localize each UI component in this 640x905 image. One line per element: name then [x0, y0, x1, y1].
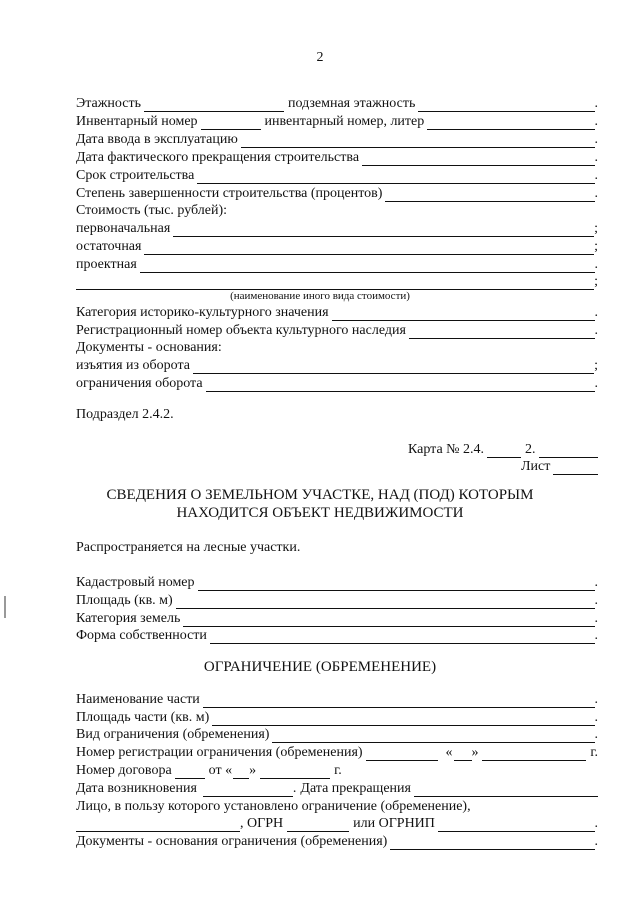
start-date-label: Дата возникновения — [76, 781, 197, 796]
ogrn-field[interactable] — [287, 818, 349, 832]
land-category-field[interactable] — [183, 613, 594, 627]
sheet-row — [521, 458, 598, 475]
stop-label: Дата фактического прекращения строительства — [76, 150, 360, 165]
reg-number-label: Номер регистрации ограничения (обременения) — [76, 745, 363, 760]
subsection-title: Подраздел 2.4.2. — [76, 407, 174, 422]
land-category-label: Категория земель — [76, 611, 181, 626]
end-date-field[interactable] — [414, 783, 598, 797]
degree-label: Степень завершенности строительства (процентов) — [76, 186, 383, 201]
sheet-label: Лист — [521, 459, 551, 474]
person-name-field[interactable] — [76, 818, 240, 832]
card-sep: 2. — [525, 442, 536, 457]
docs-row: Документы - основания ограничения (обременения) . — [76, 834, 598, 849]
restriction-type-row: Вид ограничения (обременения) . — [76, 727, 598, 742]
area-field[interactable] — [176, 595, 595, 609]
cadastral-field[interactable] — [198, 577, 595, 591]
term-field[interactable] — [197, 170, 594, 184]
ownership-row: Форма собственности . — [76, 628, 598, 643]
ogrn-label: ОГРН — [247, 816, 284, 831]
inventory-liter-field[interactable] — [427, 116, 594, 130]
other-cost-field[interactable] — [76, 276, 594, 290]
commission-row: Дата ввода в эксплуатацию . — [76, 132, 598, 147]
inventory-label: Инвентарный номер — [76, 114, 198, 129]
card-row — [408, 441, 598, 458]
withdrawal-field[interactable] — [193, 360, 594, 374]
ownership-field[interactable] — [210, 630, 595, 644]
commission-label: Дата ввода в эксплуатацию — [76, 132, 238, 147]
dates-row: Дата возникновения . Дата прекращения — [76, 780, 598, 797]
restriction-turnover-row: ограничения оборота . — [76, 376, 598, 391]
heritage-category-row: Категория историко-культурного значения . — [76, 305, 598, 320]
end-date-label: Дата прекращения — [300, 781, 411, 796]
contract-month-year-field[interactable] — [260, 765, 330, 779]
term-row: Срок строительства . — [76, 168, 598, 183]
area-row: Площадь (кв. м) . — [76, 593, 598, 608]
land-section-title-line2: НАХОДИТСЯ ОБЪЕКТ НЕДВИЖИМОСТИ — [176, 505, 464, 521]
contract-from-label: от « — [208, 763, 233, 778]
design-cost-field[interactable] — [140, 259, 595, 273]
initial-cost-row: первоначальная ; — [76, 221, 598, 236]
contract-row: Номер договора от « » г. — [76, 763, 342, 778]
term-label: Срок строительства — [76, 168, 195, 183]
contract-day-field[interactable] — [233, 765, 249, 779]
other-cost-caption: (наименование иного вида стоимости) — [230, 290, 410, 302]
contract-number-field[interactable] — [175, 765, 205, 779]
person-details-row: , ОГРН или ОГРНИП . — [76, 815, 598, 832]
sheet-field[interactable] — [553, 461, 598, 475]
card-subnumber-field[interactable] — [539, 444, 598, 458]
contract-label: Номер договора — [76, 763, 172, 778]
person-row — [76, 798, 598, 815]
initial-cost-label: первоначальная — [76, 221, 171, 236]
inventory-liter-label: инвентарный номер, литер — [264, 114, 425, 129]
area-label: Площадь (кв. м) — [76, 593, 173, 608]
withdrawal-label: изъятия из оборота — [76, 358, 190, 373]
underground-field[interactable] — [418, 98, 594, 112]
reg-number-field[interactable] — [366, 747, 438, 761]
withdrawal-row: изъятия из оборота ; — [76, 358, 598, 373]
inventory-row: Инвентарный номер инвентарный номер, литер . — [76, 114, 598, 129]
part-name-row: Наименование части . — [76, 692, 598, 707]
page-number: 2 — [316, 50, 324, 65]
cost-label: Стоимость (тыс. рублей): — [76, 203, 228, 218]
ogrnip-field[interactable] — [438, 818, 595, 832]
card-label: Карта № 2.4. — [408, 442, 485, 457]
floors-label: Этажность — [76, 96, 141, 111]
residual-cost-field[interactable] — [144, 241, 594, 255]
reg-number-row: Номер регистрации ограничения (обременения) « » г. — [76, 745, 598, 760]
residual-cost-row: остаточная ; — [76, 239, 598, 254]
heritage-category-field[interactable] — [332, 307, 595, 321]
ownership-label: Форма собственности — [76, 628, 207, 643]
ogrnip-label: или ОГРНИП — [353, 816, 435, 831]
heritage-reg-field[interactable] — [409, 325, 595, 339]
documents-label: Документы - основания: — [76, 340, 222, 355]
stop-row: Дата фактического прекращения строительства . — [76, 150, 598, 165]
design-cost-label: проектная — [76, 257, 137, 272]
reg-month-year-field[interactable] — [482, 747, 587, 761]
floors-field[interactable] — [144, 98, 284, 112]
land-category-row: Категория земель . — [76, 611, 598, 626]
heritage-reg-row: Регистрационный номер объекта культурного наследия . — [76, 323, 598, 338]
restriction-section-title: ОГРАНИЧЕНИЕ (ОБРЕМЕНЕНИЕ) — [203, 659, 437, 675]
heritage-reg-label: Регистрационный номер объекта культурного наследия — [76, 323, 406, 338]
restriction-turnover-label: ограничения оборота — [76, 376, 203, 391]
other-cost-row: ; — [76, 273, 598, 290]
underground-label: подземная этажность — [287, 96, 416, 111]
person-label: Лицо, в пользу которого установлено ограничение (обременение), — [76, 799, 471, 814]
scan-margin-mark — [4, 596, 6, 618]
degree-row: Степень завершенности строительства (процентов) . — [76, 186, 598, 201]
residual-cost-label: остаточная — [76, 239, 142, 254]
stop-field[interactable] — [362, 152, 594, 166]
part-area-row: Площадь части (кв. м) . — [76, 710, 598, 725]
start-date-field[interactable] — [203, 783, 293, 797]
reg-day-field[interactable] — [454, 747, 472, 761]
docs-field[interactable] — [390, 836, 594, 850]
restriction-type-label: Вид ограничения (обременения) — [76, 727, 270, 742]
design-cost-row: проектная . — [76, 257, 598, 272]
part-area-label: Площадь части (кв. м) — [76, 710, 210, 725]
degree-field[interactable] — [385, 188, 594, 202]
cadastral-label: Кадастровый номер — [76, 575, 195, 590]
inventory-field[interactable] — [201, 116, 261, 130]
restriction-turnover-field[interactable] — [206, 378, 595, 392]
card-number-field[interactable] — [487, 444, 521, 458]
land-note: Распространяется на лесные участки. — [76, 540, 301, 555]
part-area-field[interactable] — [212, 712, 594, 726]
restriction-type-field[interactable] — [272, 729, 594, 743]
heritage-category-label: Категория историко-культурного значения — [76, 305, 329, 320]
cadastral-row: Кадастровый номер . — [76, 575, 598, 590]
land-section-title-line1: СВЕДЕНИЯ О ЗЕМЕЛЬНОМ УЧАСТКЕ, НАД (ПОД) КОТОРЫМ — [106, 487, 534, 503]
initial-cost-field[interactable] — [173, 223, 594, 237]
part-name-label: Наименование части — [76, 692, 200, 707]
floors-row: Этажность подземная этажность . — [76, 96, 598, 111]
commission-field[interactable] — [241, 134, 595, 148]
part-name-field[interactable] — [203, 694, 595, 708]
docs-label: Документы - основания ограничения (обременения) — [76, 834, 388, 849]
